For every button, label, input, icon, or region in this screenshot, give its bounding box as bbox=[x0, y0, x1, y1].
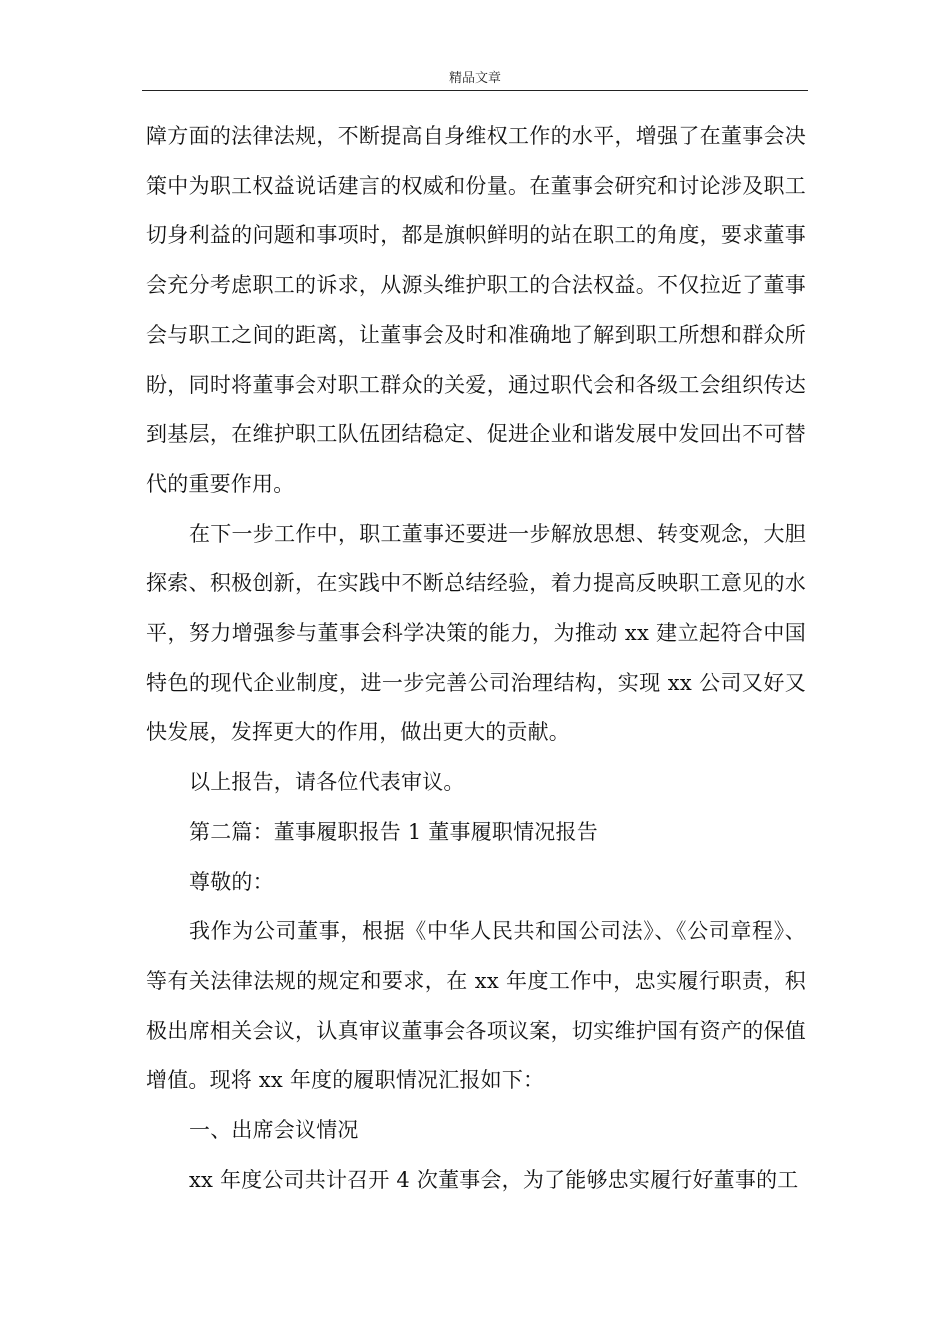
paragraph-intro: 我作为公司董事，根据《中华人民共和国公司法》、《公司章程》、等有关法律法规的规定和要求，在 xx 年度工作中，忠实履行职责，积极出席相关会议，认真审议董事会各项议案，切实维护国有资产的保值增值。现将 xx 年度的履职情况汇报如下： bbox=[146, 919, 806, 1093]
section-title: 第二篇：董事履职报告 1 董事履职情况报告 bbox=[189, 819, 598, 844]
paragraph-meetings: xx 年度公司共计召开 4 次董事会，为了能够忠实履行好董事的工 bbox=[189, 1167, 799, 1192]
salutation: 尊敬的： bbox=[189, 869, 274, 894]
page-header: 精品文章 bbox=[448, 71, 501, 86]
paragraph-continued: 障方面的法律法规，不断提高自身维权工作的水平，增强了在董事会决策中为职工权益说话建言的权威和份量。在董事会研究和讨论涉及职工切身利益的问题和事项时，都是旗帜鲜明的站在职工的角度，要求董事会充分考虑职工的诉求，从源头维护职工的合法权益。不仅拉近了董事会与职工之间的距离，让董事会及时和准确地了解到职工所想和群众所盼，同时将董事会对职工群众的关爱，通过职代会和各级工会组织传达到基层，在维护职工队伍团结稳定、促进企业和谐发展中发回出不可替代的重要作用。 bbox=[146, 124, 806, 496]
document-body bbox=[146, 112, 806, 1205]
paragraph-next-steps: 在下一步工作中，职工董事还要进一步解放思想、转变观念，大胆探索、积极创新，在实践中不断总结经验，着力提高反映职工意见的水平，努力增强参与董事会科学决策的能力，为推动 xx 建立起符合中国特色的现代企业制度，进一步完善公司治理结构，实现 xx 公司又好又快发展，发挥更大的作用，做出更大的贡献。 bbox=[146, 521, 806, 745]
paragraph-closing: 以上报告，请各位代表审议。 bbox=[189, 770, 465, 795]
header-divider bbox=[142, 90, 808, 91]
subsection-heading: 一、出席会议情况 bbox=[189, 1118, 359, 1143]
